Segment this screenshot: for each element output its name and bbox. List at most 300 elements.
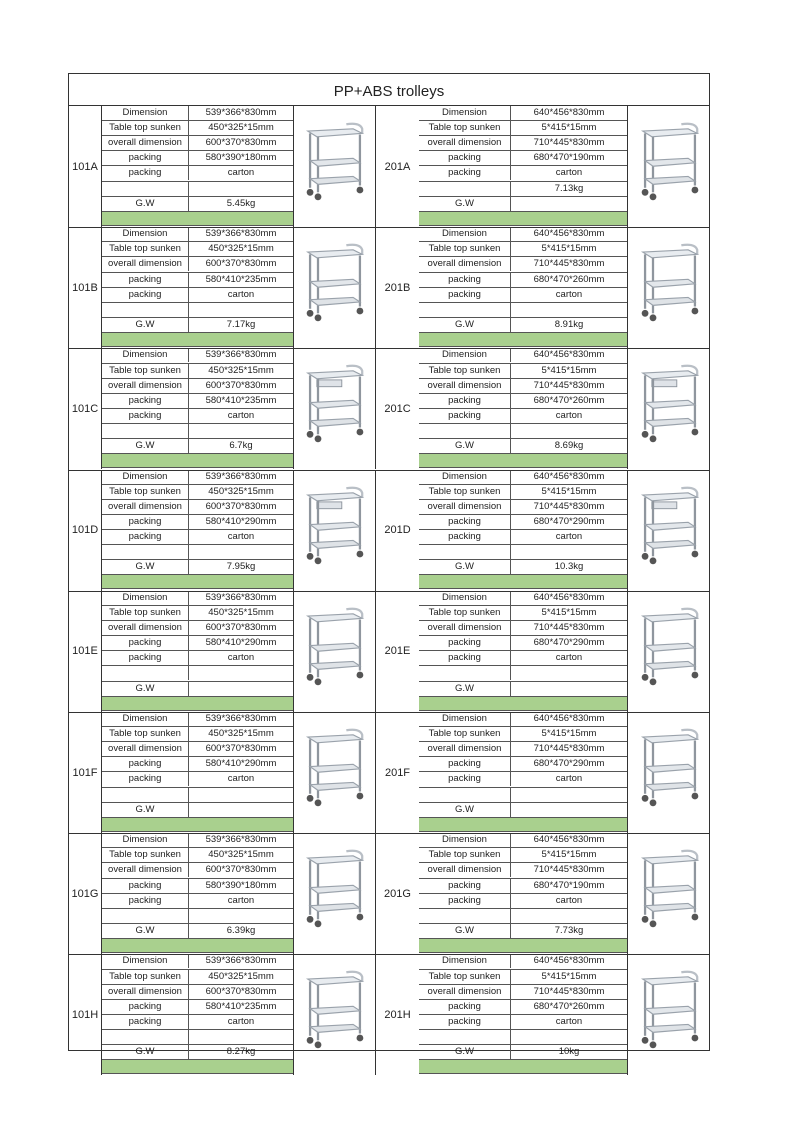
spec-row [419,772,627,787]
spec-row [102,1045,293,1060]
spec-label: packing [419,151,511,165]
spec-row [419,485,627,500]
spec-value: 640*456*830mm [533,470,605,482]
spec-value: carton [555,1015,583,1027]
spec-row [102,257,293,272]
spec-label: packing [102,515,189,529]
spec-label [419,303,511,317]
trolley-icon [297,110,373,210]
spec-row [419,166,627,181]
column-divider [627,348,628,469]
spec-value: 680*470*290mm [533,515,605,527]
spec-row [102,682,293,697]
spec-row [102,727,293,742]
spec-label: G.W [419,560,511,574]
spec-label: packing [102,636,189,650]
spec-value: 710*445*830mm [533,864,605,876]
spec-row [419,651,627,666]
spec-row [419,136,627,151]
spec-label [419,666,511,680]
spec-row [419,1015,627,1030]
spec-row [102,424,293,439]
spec-label [419,1030,511,1044]
spec-label: G.W [419,924,511,938]
spec-label: Table top sunken [102,242,189,256]
spec-sheet [68,73,710,1058]
spec-value: 5.45kg [226,197,256,209]
model-code: 201H [375,954,419,1075]
spec-row [102,560,293,575]
separator-band [419,212,627,226]
spec-label: Table top sunken [419,121,511,135]
trolley-icon [631,474,709,574]
spec-row [419,530,627,545]
spec-label: Table top sunken [419,242,511,256]
spec-row [102,1000,293,1015]
spec-row [102,848,293,863]
spec-value: 5*415*15mm [541,606,597,618]
spec-value: carton [555,167,583,179]
spec-row [419,879,627,894]
spec-row [102,303,293,318]
spec-label: G.W [102,560,189,574]
spec-label: G.W [419,197,511,211]
spec-row [102,530,293,545]
spec-row [419,121,627,136]
spec-value [189,424,293,438]
spec-value: carton [555,409,583,421]
spec-value: 539*366*830mm [205,228,277,240]
spec-value: 640*456*830mm [533,955,605,967]
spec-row [419,242,627,257]
spec-label: Dimension [102,712,189,726]
spec-row [419,500,627,515]
spec-value: 450*325*15mm [208,970,274,982]
spec-label: G.W [102,924,189,938]
spec-row [419,909,627,924]
spec-value: 580*410*290mm [205,515,277,527]
spec-row [419,439,627,454]
spec-label: overall dimension [419,136,511,150]
spec-label: overall dimension [419,742,511,756]
spec-value [189,303,293,317]
spec-label: packing [419,1015,511,1029]
product-row [69,348,709,469]
spec-label: Table top sunken [102,606,189,620]
spec-row [102,151,293,166]
spec-label [419,182,511,196]
spec-row [102,364,293,379]
spec-value: 710*445*830mm [533,258,605,270]
spec-value: carton [555,652,583,664]
spec-row [102,803,293,818]
spec-row [419,424,627,439]
column-divider [627,954,628,1075]
spec-value: 8.91kg [554,318,584,330]
spec-value: 680*470*260mm [533,273,605,285]
spec-row [102,788,293,803]
spec-label: packing [419,879,511,893]
spec-value [511,788,627,802]
spec-label: packing [102,409,189,423]
spec-row [102,636,293,651]
spec-row [419,727,627,742]
spec-label [419,424,511,438]
separator-band [419,333,627,347]
spec-label: G.W [419,439,511,453]
product-row [69,833,709,954]
spec-row [102,879,293,894]
model-code: 101F [69,712,102,833]
spec-row [102,894,293,909]
spec-label [102,1030,189,1044]
spec-value [189,1030,293,1044]
spec-label: overall dimension [102,742,189,756]
trolley-icon [631,716,709,816]
spec-row [102,485,293,500]
trolley-icon [631,352,709,452]
spec-value [511,666,627,680]
trolley-icon [297,716,373,816]
spec-label: overall dimension [102,257,189,271]
spec-label: Dimension [419,227,511,241]
spec-label: packing [419,651,511,665]
trolley-icon [297,595,373,695]
spec-value: 539*366*830mm [205,470,277,482]
spec-label: G.W [102,439,189,453]
spec-row [102,379,293,394]
trolley-icon [631,110,709,210]
spec-value: 539*366*830mm [205,349,277,361]
spec-value: 580*410*235mm [205,1000,277,1012]
spec-row [419,1000,627,1015]
spec-row [102,666,293,681]
spec-value: 640*456*830mm [533,228,605,240]
spec-label: Table top sunken [419,364,511,378]
spec-row [102,500,293,515]
separator-band [419,818,627,832]
trolley-icon [297,474,373,574]
column-divider [627,470,628,591]
spec-row [419,303,627,318]
separator-band [102,939,293,953]
spec-value: 8.69kg [554,440,584,452]
spec-label: packing [419,166,511,180]
spec-value: carton [555,894,583,906]
spec-value: 10kg [558,1046,580,1058]
spec-label: Dimension [102,954,189,968]
spec-value [189,788,293,802]
spec-value: 7.95kg [226,561,256,573]
spec-row [419,197,627,212]
spec-label: packing [102,894,189,908]
spec-label: packing [102,530,189,544]
trolley-icon [631,231,709,331]
spec-row [102,970,293,985]
row-divider [69,348,709,349]
trolley-icon [297,231,373,331]
separator-band [102,697,293,711]
page-title: PP+ABS trolleys [69,74,709,106]
spec-value: 710*445*830mm [533,622,605,634]
model-code: 201A [375,106,419,227]
spec-value [511,424,627,438]
spec-label: Dimension [419,470,511,484]
spec-value: 600*370*830mm [205,137,277,149]
spec-label: packing [419,530,511,544]
spec-row [419,106,627,121]
spec-value: 7.13kg [554,182,584,194]
column-divider [627,591,628,712]
spec-label: packing [102,757,189,771]
column-divider [627,106,628,227]
spec-label: packing [419,772,511,786]
spec-row [419,924,627,939]
spec-row [102,182,293,197]
model-code: 101G [69,833,102,954]
separator-band [102,818,293,832]
spec-label: Table top sunken [419,970,511,984]
separator-band [419,575,627,589]
spec-row [419,409,627,424]
spec-row [419,348,627,363]
spec-value: 710*445*830mm [533,500,605,512]
spec-row [102,1015,293,1030]
spec-value: 539*366*830mm [205,713,277,724]
spec-label [419,788,511,802]
column-divider [293,591,294,712]
spec-row [419,833,627,848]
spec-value: 7.17kg [226,318,256,330]
column-divider [627,227,628,348]
model-code: 201F [375,712,419,833]
spec-row [419,288,627,303]
product-row [69,106,709,227]
spec-row [419,545,627,560]
spec-row [102,742,293,757]
spec-label: packing [102,651,189,665]
spec-value: 5*415*15mm [541,728,597,740]
spec-value: 450*325*15mm [208,849,274,861]
spec-label [102,909,189,923]
spec-row [102,227,293,242]
spec-row [419,515,627,530]
spec-label: packing [419,288,511,302]
row-divider [69,954,709,955]
spec-row [102,470,293,485]
spec-label: packing [102,166,189,180]
spec-label: packing [419,757,511,771]
spec-row [102,439,293,454]
column-divider [293,106,294,227]
spec-label: G.W [102,1045,189,1059]
row-divider [69,470,709,471]
model-code: 101E [69,591,102,712]
spec-label: Dimension [419,712,511,726]
spec-label: G.W [419,803,511,817]
separator-band [419,697,627,711]
spec-row [419,1030,627,1045]
model-code: 201B [375,227,419,348]
row-divider [69,712,709,713]
trolley-icon [297,837,373,937]
column-divider [293,954,294,1075]
product-row [69,591,709,712]
spec-row [419,318,627,333]
spec-row [419,682,627,697]
model-code: 201G [375,833,419,954]
column-divider [293,348,294,469]
spec-label: overall dimension [102,500,189,514]
spec-label: packing [419,894,511,908]
spec-row [419,954,627,969]
spec-value: carton [227,531,255,543]
spec-label: Table top sunken [102,970,189,984]
spec-row [102,318,293,333]
spec-label [102,666,189,680]
spec-row [419,636,627,651]
spec-value: 680*470*260mm [533,394,605,406]
separator-band [419,939,627,953]
spec-row [102,394,293,409]
spec-value: 539*366*830mm [205,107,277,118]
spec-row [419,182,627,197]
spec-value: 680*470*190mm [533,152,605,164]
product-row [69,954,709,1075]
spec-label: packing [419,273,511,287]
spec-row [102,591,293,606]
spec-label: Dimension [419,591,511,605]
spec-value: 5*415*15mm [541,364,597,376]
model-code: 201E [375,591,419,712]
spec-row [102,1030,293,1045]
spec-value [189,682,293,696]
spec-value: 580*410*290mm [205,637,277,649]
trolley-icon [631,837,709,937]
separator-band [102,454,293,468]
trolley-icon [631,595,709,695]
spec-label: Table top sunken [419,727,511,741]
spec-value: 710*445*830mm [533,379,605,391]
separator-band [419,1060,627,1074]
spec-label: overall dimension [102,136,189,150]
spec-value [511,909,627,923]
trolley-icon [631,958,709,1058]
spec-value: 580*390*180mm [205,879,277,891]
column-divider [293,833,294,954]
spec-row [419,379,627,394]
spec-row [419,863,627,878]
spec-label: packing [419,394,511,408]
spec-value: carton [227,409,255,421]
spec-row [102,712,293,727]
spec-row [102,985,293,1000]
row-divider [69,591,709,592]
column-divider [293,470,294,591]
spec-value: carton [555,531,583,543]
model-code: 201D [375,470,419,591]
spec-value: 450*325*15mm [208,122,274,134]
spec-row [419,591,627,606]
spec-value: carton [227,288,255,300]
spec-value: 5*415*15mm [541,849,597,861]
spec-value: 640*456*830mm [533,349,605,361]
spec-label: packing [419,636,511,650]
spec-row [419,757,627,772]
spec-label: packing [102,394,189,408]
spec-label: G.W [102,318,189,332]
spec-value: 680*470*260mm [533,1000,605,1012]
separator-band [102,1060,293,1074]
spec-value [189,182,293,196]
spec-value: 580*390*180mm [205,152,277,164]
spec-label: overall dimension [419,985,511,999]
spec-value: 5*415*15mm [541,122,597,134]
spec-value: 10.3kg [554,561,584,573]
spec-label [102,545,189,559]
spec-label: packing [419,409,511,423]
spec-label: Dimension [419,348,511,362]
product-row [69,712,709,833]
spec-row [419,560,627,575]
spec-value [511,545,627,559]
spec-value: carton [555,288,583,300]
spec-label: Table top sunken [419,606,511,620]
spec-label: Table top sunken [102,485,189,499]
separator-band [102,212,293,226]
spec-label: packing [102,151,189,165]
spec-label: overall dimension [102,985,189,999]
spec-row [419,257,627,272]
spec-row [102,515,293,530]
spec-label: Dimension [102,348,189,362]
spec-row [419,742,627,757]
spec-label: Table top sunken [102,848,189,862]
spec-value: 5*415*15mm [541,243,597,255]
spec-label: Dimension [419,833,511,847]
spec-value: 600*370*830mm [205,743,277,755]
column-divider [627,712,628,833]
spec-label: packing [102,273,189,287]
spec-value: 539*366*830mm [205,834,277,846]
spec-value: 6.39kg [226,924,256,936]
spec-value: carton [227,1015,255,1027]
spec-value: 640*456*830mm [533,107,605,118]
spec-label: overall dimension [102,379,189,393]
spec-row [419,848,627,863]
spec-label: overall dimension [102,863,189,877]
spec-label: Table top sunken [102,121,189,135]
spec-row [102,606,293,621]
spec-label: overall dimension [419,500,511,514]
spec-value: 539*366*830mm [205,591,277,603]
separator-band [419,454,627,468]
spec-value: 5*415*15mm [541,485,597,497]
spec-row [102,772,293,787]
spec-value: 7.73kg [554,924,584,936]
spec-value [511,1030,627,1044]
spec-row [102,288,293,303]
spec-value: 600*370*830mm [205,622,277,634]
spec-value: 640*456*830mm [533,591,605,603]
spec-label: packing [419,1000,511,1014]
spec-label: packing [102,1000,189,1014]
spec-label: packing [419,515,511,529]
spec-row [102,409,293,424]
spec-row [102,863,293,878]
spec-value: carton [227,167,255,179]
spec-label: packing [102,288,189,302]
